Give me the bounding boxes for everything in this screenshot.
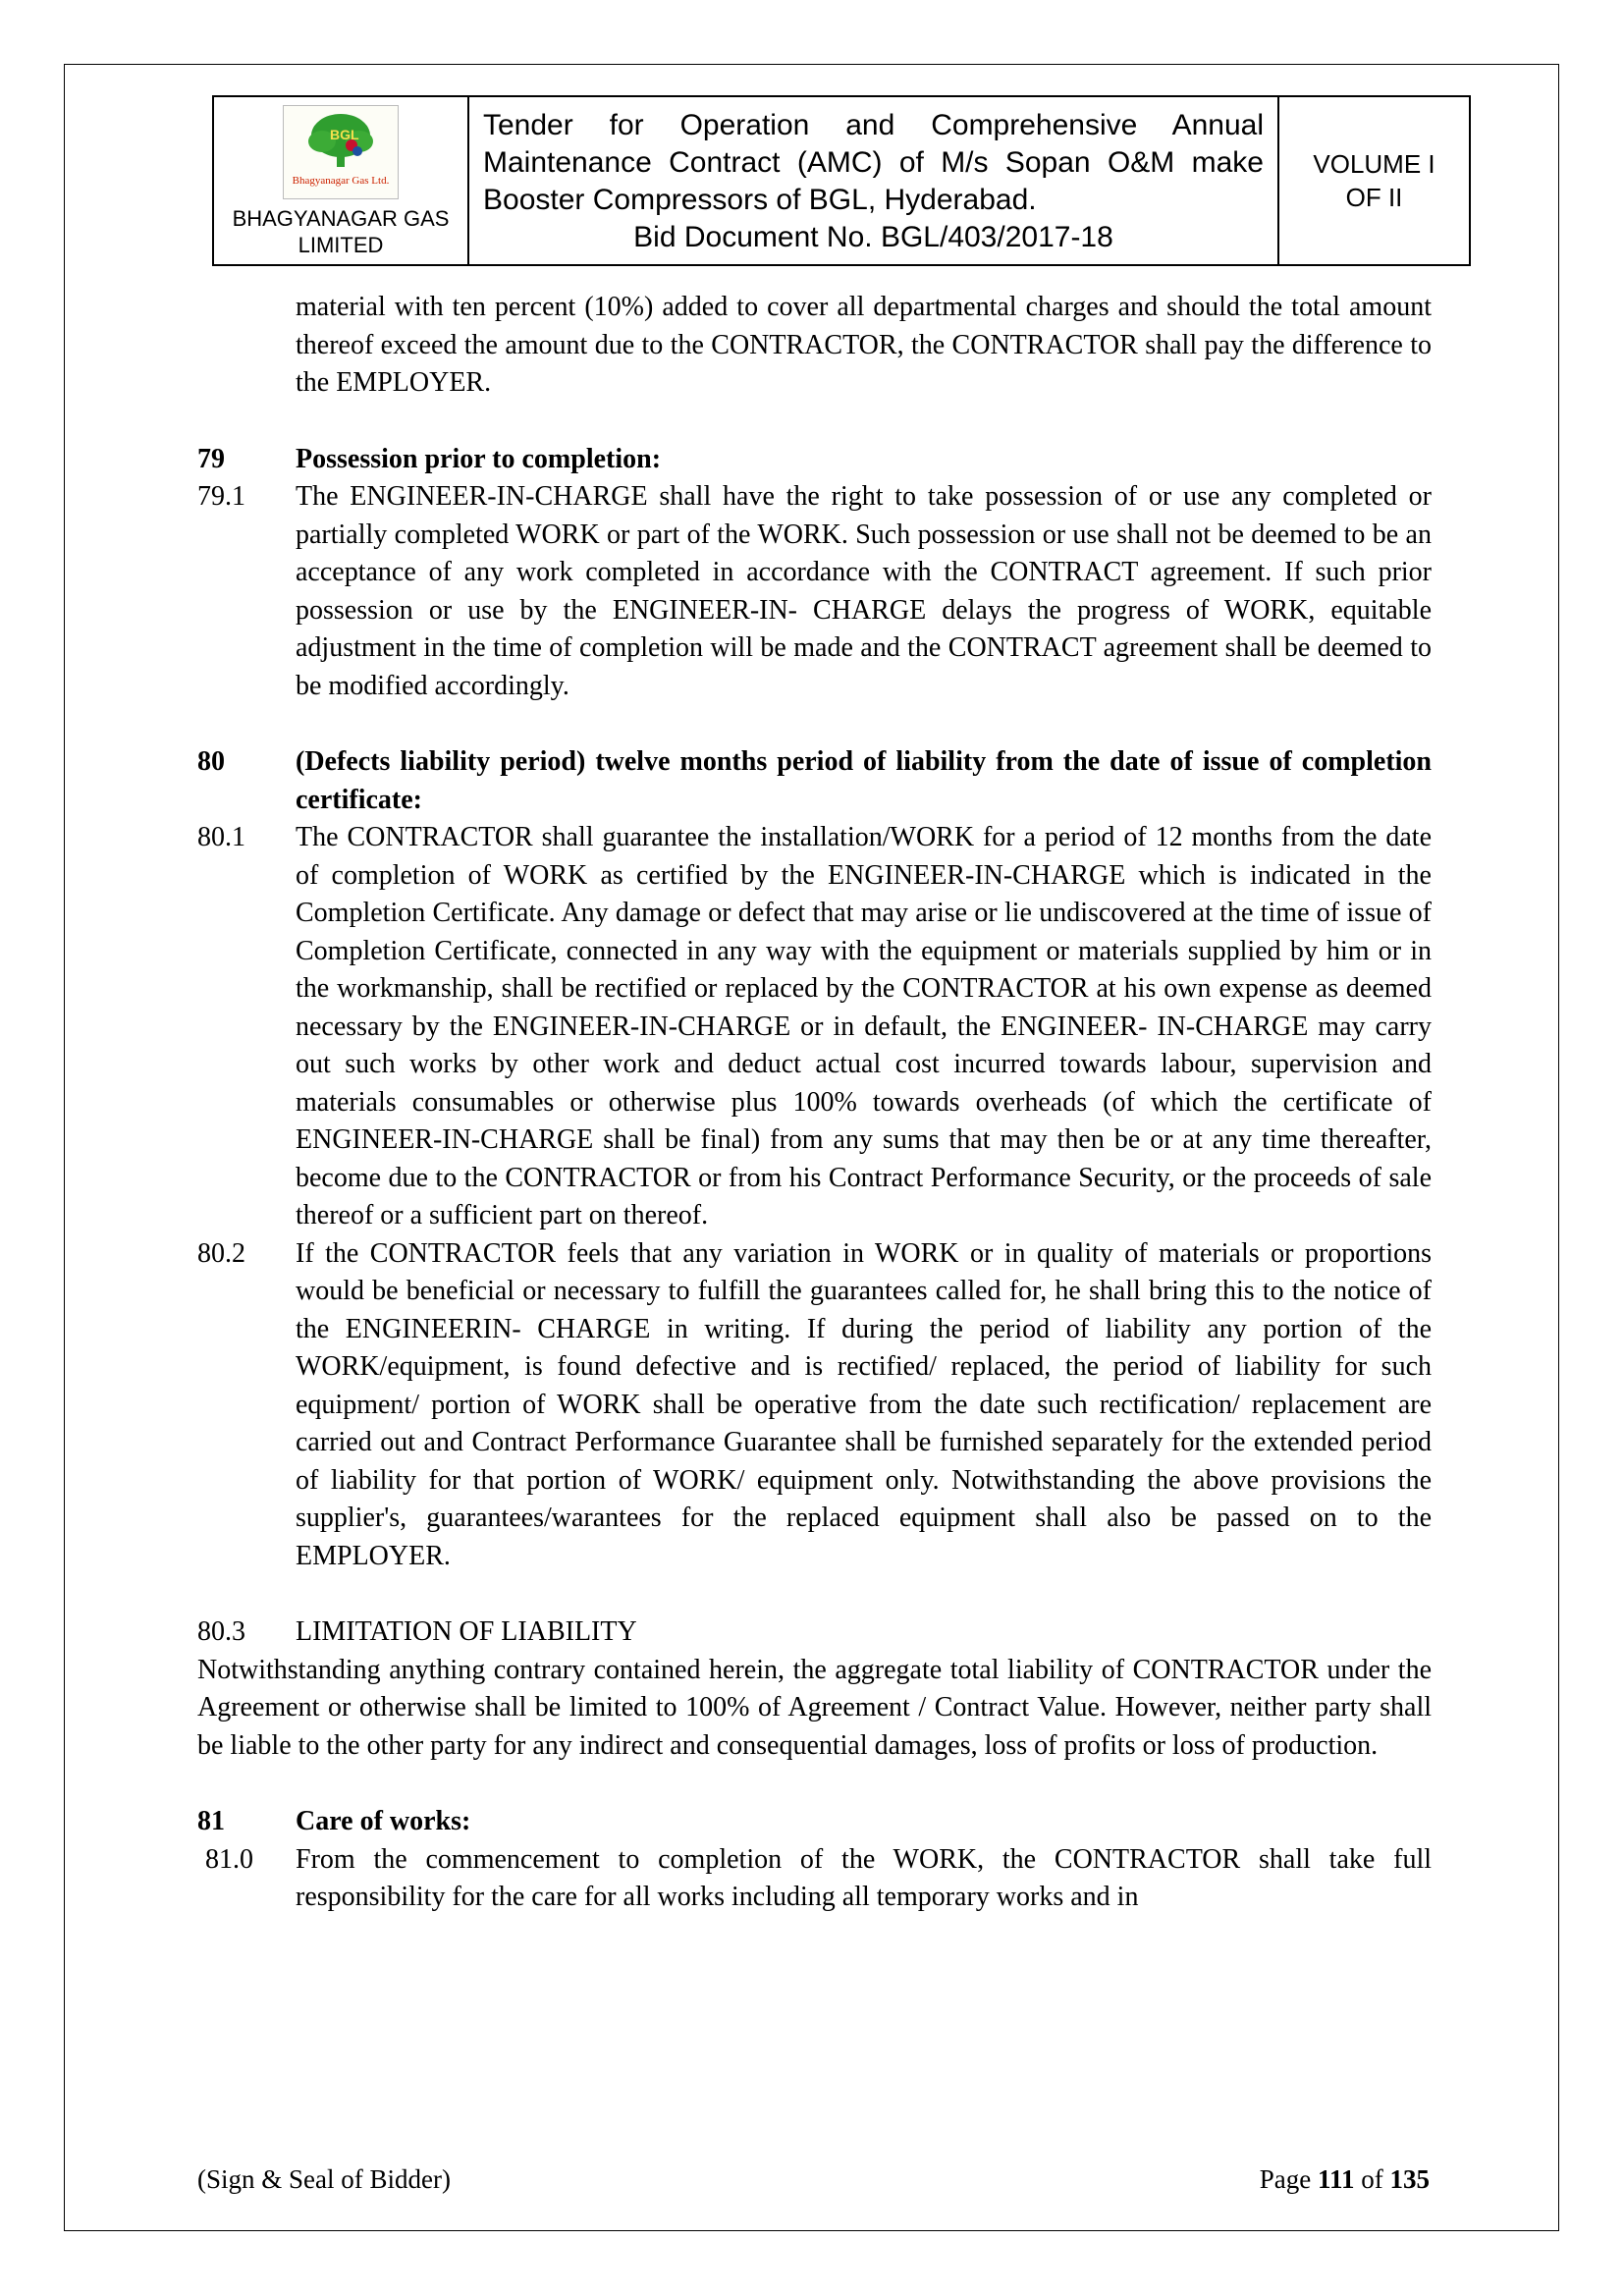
clause-81-0-row [197, 1841, 1432, 1917]
clause-number: 80.3 [197, 1616, 245, 1647]
section-heading: Possession prior to completion: [296, 443, 662, 474]
volume-line2: OF II [1345, 183, 1403, 212]
logo-company-text: Bhagyanagar Gas Ltd. [292, 175, 390, 187]
section-heading: (Defects liability period) twelve months period of liability from the date of issue of completion certificate: [296, 746, 1432, 815]
subsection-80-3-heading-row [197, 1613, 1432, 1652]
svg-text:BGL: BGL [330, 127, 359, 142]
clause-80-2-row [197, 1235, 1432, 1576]
section-79-heading-row [197, 441, 1432, 479]
header-table [212, 95, 1471, 266]
bgl-tree-icon [287, 110, 395, 173]
section-heading: Care of works: [296, 1806, 471, 1836]
clause-text: From the commencement to completion of the WORK, the CONTRACTOR shall take full responsibility for the care for all works including all temporary works and in [296, 1843, 1432, 1912]
bgl-logo-icon [283, 105, 399, 199]
section-81-heading-row [197, 1803, 1432, 1841]
subsection-heading: LIMITATION OF LIABILITY [296, 1616, 637, 1647]
bid-document-number: Bid Document No. BGL/403/2017-18 [633, 221, 1113, 253]
volume-label [1313, 147, 1435, 214]
volume-cell [1279, 97, 1469, 264]
section-number: 80 [197, 746, 225, 777]
clause-80-1-row [197, 819, 1432, 1235]
org-name-line2: LIMITED [298, 233, 384, 257]
clause-text: The CONTRACTOR shall guarantee the installation/WORK for a period of 12 months from the date of completion of WORK as certified by the ENGINEER-IN-CHARGE which is indicated in the Completion Certificate. Any damage or defect that may arise or lie undiscovered at the time of issue of Completion Certificate, connected in any way with the equipment or materials supplied by him or in the workmanship, shall be rectified or replaced by the CONTRACTOR at his own expense as deemed necessary by the ENGINEER-IN-CHARGE or in default, the ENGINEER- IN-CHARGE may carry out such works by other work and deduct actual cost incurred towards labour, supervision and materials consumables or otherwise plus 100% towards overheads (of which the certificate of ENGINEER-IN-CHARGE shall be final) from any sums that may then be or at any time thereafter, become due to the CONTRACTOR or from his Contract Performance Security, or the proceeds of sale thereof or a sufficient part on thereof. [296, 822, 1432, 1230]
continuation-paragraph: material with ten percent (10%) added to cover all departmental charges and should the total amount thereof exceed the amount due to the CONTRACTOR, the CONTRACTOR shall pay the difference to the EMPLOYER. [296, 292, 1432, 398]
document-body [197, 289, 1432, 1917]
page-footer [197, 2164, 1430, 2195]
org-name [233, 205, 450, 258]
page-label: Page [1259, 2164, 1312, 2194]
clause-number: 79.1 [197, 481, 245, 512]
tender-title: Tender for Operation and Comprehensive Annual Maintenance Contract (AMC) of M/s Sopan O&M make Booster Compressors of BGL, Hyderabad. [483, 109, 1264, 216]
clause-79-1-row [197, 478, 1432, 705]
page-border [64, 64, 1559, 2231]
section-number: 81 [197, 1806, 225, 1836]
clause-number: 80.2 [197, 1237, 245, 1269]
total-pages: 135 [1389, 2164, 1430, 2194]
clause-number: 81.0 [205, 1843, 253, 1875]
logo-cell [214, 97, 469, 264]
clause-text: The ENGINEER-IN-CHARGE shall have the right to take possession of or use any completed or partially completed WORK or part of the WORK. Such possession or use shall not be deemed to be an acceptance of any work completed in accordance with the CONTRACT agreement. If such prior possession or use by the ENGINEER-IN- CHARGE delays the progress of WORK, equitable adjustment in the time of completion will be made and the CONTRACT agreement shall be deemed to be modified accordingly. [296, 481, 1432, 701]
sign-seal-note: (Sign & Seal of Bidder) [197, 2164, 451, 2194]
section-number: 79 [197, 443, 225, 474]
clause-text: If the CONTRACTOR feels that any variation in WORK or in quality of materials or proportions would be beneficial or necessary to fulfill the guarantees called for, he shall bring this to the notice of the ENGINEERIN- CHARGE in writing. If during the period of liability any portion of the WORK/equipment, is found defective and is rectified/ replaced, the period of liability for such equipment/ portion of WORK shall be operative from the date such rectification/ replacement are carried out and Contract Performance Guarantee shall be furnished separately for the extended period of liability for that portion of WORK/ equipment only. Notwithstanding the above provisions the supplier's, guarantees/warantees for the replaced equipment shall also be passed on to the EMPLOYER. [296, 1237, 1432, 1571]
clause-number: 80.1 [197, 822, 245, 852]
page-number: 111 [1317, 2164, 1355, 2194]
org-name-line1: BHAGYANAGAR GAS [232, 206, 450, 231]
of-label: of [1361, 2164, 1383, 2194]
subsection-80-3-text: Notwithstanding anything contrary contained herein, the aggregate total liability of CONTRACTOR under the Agreement or otherwise shall be limited to 100% of Agreement / Contract Value. However, neither party shall be liable to the other party for any indirect and consequential damages, loss of profits or loss of production. [197, 1654, 1432, 1761]
page-indicator [1260, 2164, 1430, 2195]
section-80-heading-row [197, 743, 1432, 819]
volume-line1: VOLUME I [1313, 149, 1435, 179]
title-cell [469, 97, 1279, 264]
